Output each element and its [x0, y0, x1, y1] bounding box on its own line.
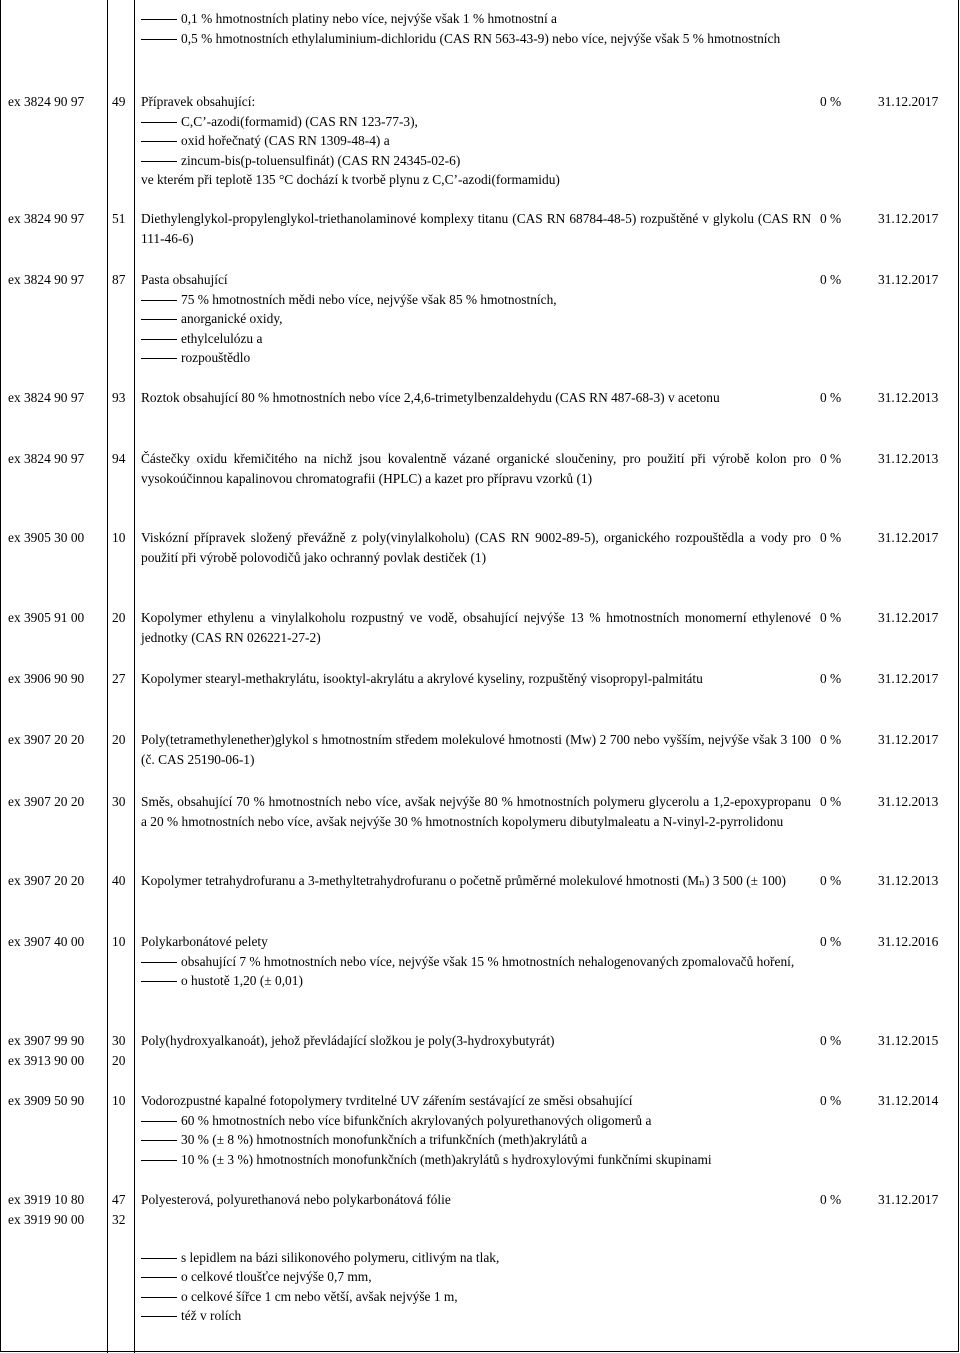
description: Kopolymer ethylenu a vinylalkoholu rozpustný ve vodě, obsahující nejvýše 13 % hmotnostních monomerní ethylenové jednotky (CAS RN 026221-27-2)	[141, 610, 811, 645]
dash-item: 10 % (± 3 %) hmotnostních monofunkčních (meth)akrylátů s hydroxylovými funkčními skupinami	[181, 1151, 712, 1167]
description	[141, 270, 811, 368]
cn-code: ex 3907 99 90 ex 3913 90 00	[8, 1033, 85, 1068]
end-date: 31.12.2017	[878, 610, 939, 625]
duty-rate: 0 %	[820, 873, 842, 888]
dash-item: rozpouštědlo	[181, 350, 251, 365]
description: Kopolymer stearyl-methakrylátu, isooktyl-akrylátu a akrylové kyseliny, rozpuštěný visopropyl-palmitátu	[141, 671, 703, 686]
duty-rate: 0 %	[820, 732, 842, 747]
cn-code: ex 3824 90 97	[8, 211, 85, 226]
duty-rate: 0 %	[820, 530, 842, 545]
cn-code: ex 3907 40 00	[8, 934, 85, 949]
end-date: 31.12.2013	[878, 390, 939, 405]
cn-code: ex 3824 90 97	[8, 390, 85, 405]
desc-intro: Přípravek obsahující:	[141, 94, 256, 109]
dash-item: zincum-bis(p-toluensulfinát) (CAS RN 24345-02-6)	[181, 152, 461, 168]
taric-code: 30	[112, 794, 126, 809]
dash-item: anorganické oxidy,	[181, 311, 283, 326]
description	[141, 1091, 811, 1169]
cn-code: ex 3824 90 97	[8, 451, 85, 466]
end-date: 31.12.2017	[878, 211, 939, 226]
dash-item: C,C’-azodi(formamid) (CAS RN 123-77-3),	[181, 113, 418, 129]
spacer	[141, 1210, 811, 1248]
dash-item: o celkové tloušťce nejvýše 0,7 mm,	[181, 1269, 372, 1284]
dash-item: 0,5 % hmotnostních ethylaluminium-dichloridu (CAS RN 563-43-9) nebo více, nejvýše však 5 % hmotnostních	[181, 30, 781, 46]
taric-code: 51	[112, 211, 126, 226]
duty-rate: 0 %	[820, 211, 842, 226]
desc-outro: ve kterém při teplotě 135 °C dochází k tvorbě plynu z C,C’-azodi(formamidu)	[141, 172, 560, 187]
taric-code: 40	[112, 873, 126, 888]
desc-intro: Polyesterová, polyurethanová nebo polykarbonátová fólie	[141, 1192, 451, 1207]
dash-item: obsahující 7 % hmotnostních nebo více, nejvýše však 15 % hmotnostních nehalogenovaných zpomalovačů hoření,	[181, 953, 795, 969]
end-date: 31.12.2017	[878, 94, 939, 109]
duty-rate: 0 %	[820, 1093, 842, 1108]
description: Viskózní přípravek složený převážně z poly(vinylalkoholu) (CAS RN 9002-89-5), organického rozpouštědla a vody pro použití při výrobě polovodičů jako ochranný povlak destiček (1)	[141, 530, 811, 565]
cn-code: ex 3907 20 20	[8, 794, 85, 809]
dash-item: o celkové šířce 1 cm nebo větší, avšak nejvýše 1 m,	[181, 1288, 458, 1304]
cn-code: ex 3909 50 90	[8, 1093, 85, 1108]
end-date: 31.12.2017	[878, 732, 939, 747]
description	[141, 92, 811, 190]
dash-item: 0,1 % hmotnostních platiny nebo více, nejvýše však 1 % hmotnostní a	[181, 11, 557, 26]
description: Diethylenglykol-propylenglykol-triethanolaminové komplexy titanu (CAS RN 68784-48-5) rozpuštěné v glykolu (CAS RN 111-46-6)	[141, 211, 811, 246]
dash-item: s lepidlem na bázi silikonového polymeru, citlivým na tlak,	[181, 1249, 500, 1265]
duty-rate: 0 %	[820, 671, 842, 686]
description: Poly(tetramethylenether)glykol s hmotnostním středem molekulové hmotnosti (Mw) 2 700 nebo vyšším, nejvýše však 3 100 (č. CAS 25190-06-1)	[141, 732, 811, 767]
end-date: 31.12.2013	[878, 451, 939, 466]
duty-rate: 0 %	[820, 390, 842, 405]
end-date: 31.12.2017	[878, 272, 939, 287]
end-date: 31.12.2016	[878, 934, 939, 949]
taric-code: 10	[112, 530, 126, 545]
duty-rate: 0 %	[820, 94, 842, 109]
end-date: 31.12.2017	[878, 530, 939, 545]
description: Poly(hydroxyalkanoát), jehož převládající složkou je poly(3-hydroxybutyrát)	[141, 1033, 555, 1048]
end-date: 31.12.2015	[878, 1033, 939, 1048]
cn-code: ex 3919 10 80 ex 3919 90 00	[8, 1192, 85, 1227]
taric-code: 10	[112, 934, 126, 949]
end-date: 31.12.2013	[878, 873, 939, 888]
dash-item: 60 % hmotnostních nebo více bifunkčních akrylovaných polyurethanových oligomerů a	[181, 1112, 652, 1128]
taric-code: 94	[112, 451, 126, 466]
column-divider	[134, 0, 135, 1353]
end-date: 31.12.2014	[878, 1093, 939, 1108]
duty-rate: 0 %	[820, 272, 842, 287]
dash-item: o hustotě 1,20 (± 0,01)	[181, 973, 303, 988]
description	[141, 932, 811, 991]
cn-code: ex 3906 90 90	[8, 671, 85, 686]
taric-code: 20	[112, 732, 126, 747]
cn-code: ex 3907 20 20	[8, 732, 85, 747]
duty-rate: 0 %	[820, 934, 842, 949]
description: Částečky oxidu křemičitého na nichž jsou kovalentně vázané organické sloučeniny, pro použití při výrobě kolon pro vysokoúčinnou kapalinovou chromatografii (HPLC) a kazet pro přípravu vzorků (1)	[141, 451, 811, 486]
duty-rate: 0 %	[820, 610, 842, 625]
dash-item: 30 % (± 8 %) hmotnostních monofunkčních a trifunkčních (meth)akrylátů a	[181, 1132, 587, 1147]
taric-code: 87	[112, 272, 126, 287]
duty-rate: 0 %	[820, 451, 842, 466]
taric-code: 10	[112, 1093, 126, 1108]
end-date: 31.12.2013	[878, 794, 939, 809]
description: Roztok obsahující 80 % hmotnostních nebo více 2,4,6-trimetylbenzaldehydu (CAS RN 487-68-3) v acetonu	[141, 390, 720, 405]
taric-code: 20	[112, 610, 126, 625]
cn-code: ex 3905 91 00	[8, 610, 85, 625]
taric-code: 27	[112, 671, 126, 686]
taric-code: 93	[112, 390, 126, 405]
description	[141, 1190, 811, 1326]
continuation-desc	[141, 9, 811, 48]
cn-code: ex 3824 90 97	[8, 272, 85, 287]
cn-code: ex 3824 90 97	[8, 94, 85, 109]
duty-rate: 0 %	[820, 1192, 842, 1207]
dash-item: oxid hořečnatý (CAS RN 1309-48-4) a	[181, 133, 390, 148]
dash-item: ethylcelulózu a	[181, 330, 263, 346]
dash-item: 75 % hmotnostních mědi nebo více, nejvýše však 85 % hmotnostních,	[181, 291, 557, 307]
taric-code: 30 20	[112, 1033, 126, 1068]
desc-intro: Vodorozpustné kapalné fotopolymery tvrditelné UV zářením sestávající ze směsi obsahující	[141, 1093, 633, 1108]
duty-rate: 0 %	[820, 1033, 842, 1048]
dash-item: též v rolích	[181, 1308, 242, 1323]
end-date: 31.12.2017	[878, 671, 939, 686]
description: Kopolymer tetrahydrofuranu a 3-methyltetrahydrofuranu o početně průměrné molekulové hmotnosti (Mₙ) 3 500 (± 100)	[141, 873, 786, 888]
cn-code: ex 3907 20 20	[8, 873, 85, 888]
desc-intro: Pasta obsahující	[141, 272, 228, 287]
cn-code: ex 3905 30 00	[8, 530, 85, 545]
description: Směs, obsahující 70 % hmotnostních nebo více, avšak nejvýše 80 % hmotnostních polymeru glycerolu a 1,2-epoxypropanu a 20 % hmotnostních nebo více, avšak nejvýše 30 % hmotnostních kopolymeru dibutylmaleatu a N-vinyl-2-pyrrolidonu	[141, 794, 811, 829]
desc-intro: Polykarbonátové pelety	[141, 934, 268, 949]
duty-rate: 0 %	[820, 794, 842, 809]
taric-code: 47 32	[112, 1192, 126, 1227]
taric-code: 49	[112, 94, 126, 109]
end-date: 31.12.2017	[878, 1192, 939, 1207]
